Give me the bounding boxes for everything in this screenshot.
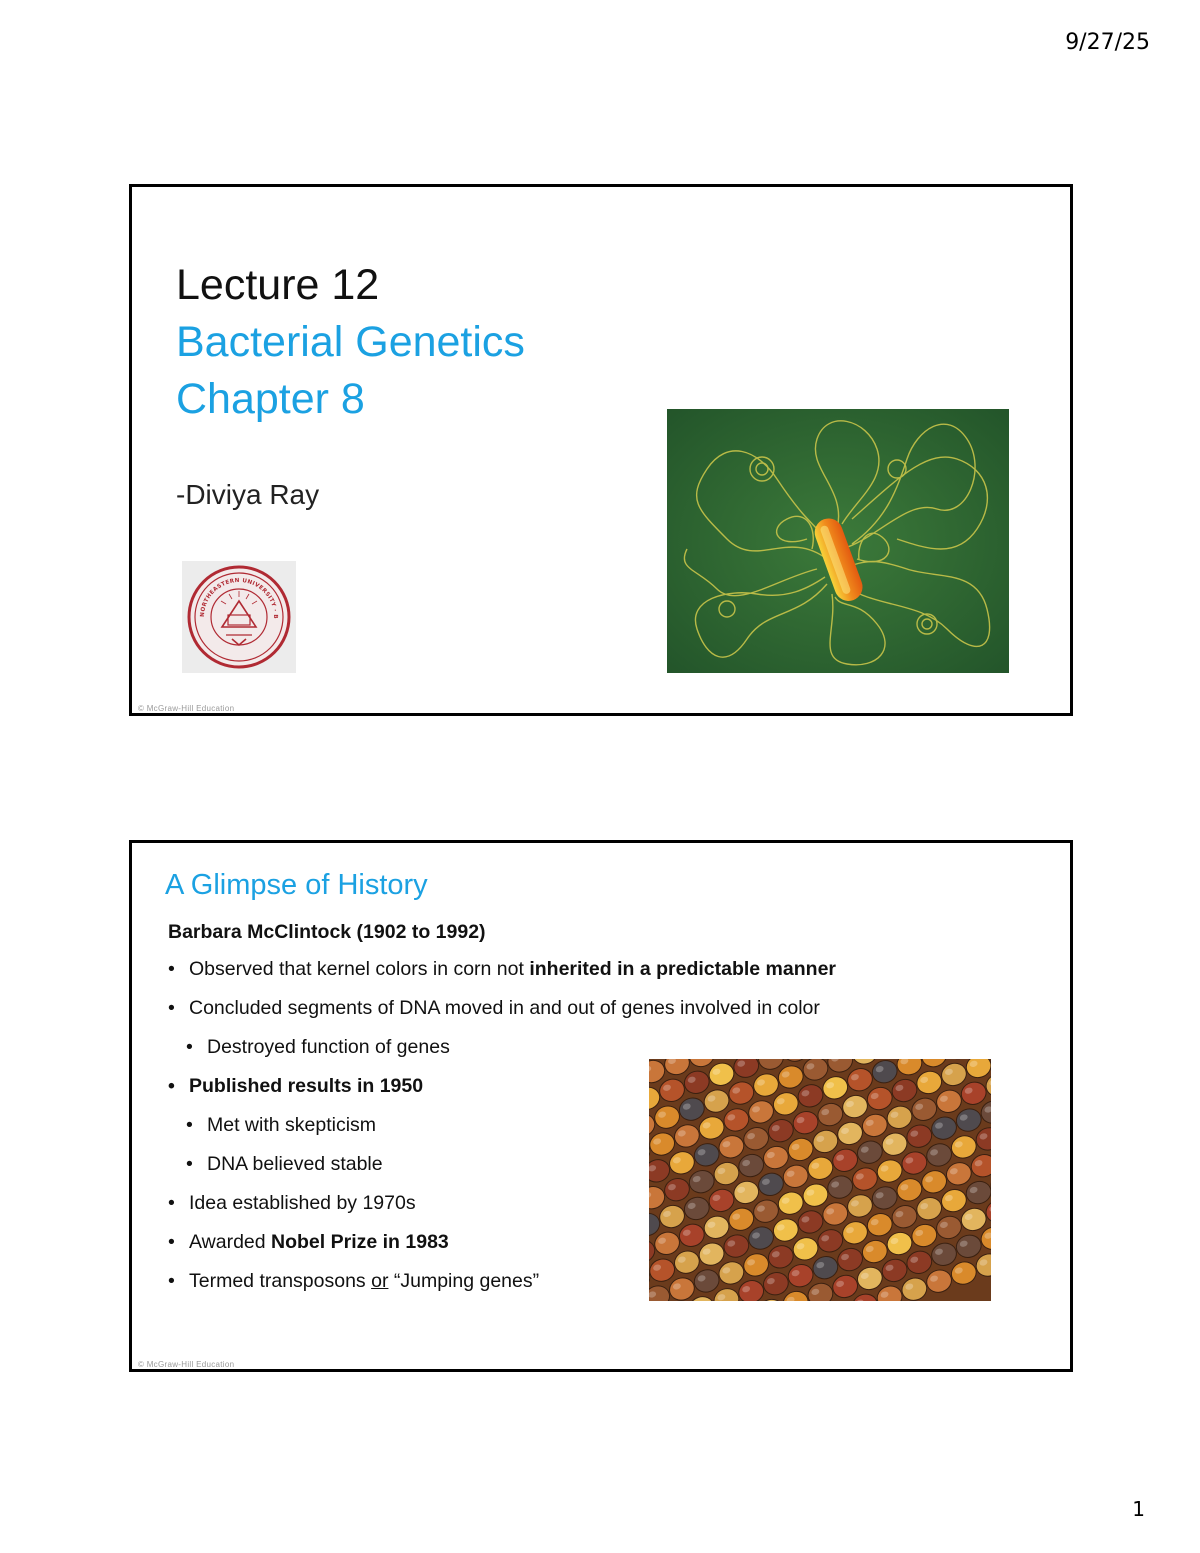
seal-text: NORTHEASTERN UNIVERSITY · B: [199, 577, 279, 620]
bacterium-image: [667, 409, 1009, 673]
sub-bullet-item: • Met with skepticism: [186, 1114, 836, 1153]
slide-1: [129, 184, 1073, 716]
slide-1-title-block: [176, 257, 525, 428]
slide-2-title: A Glimpse of History: [165, 869, 428, 901]
bullet-item: • Concluded segments of DNA moved in and out of genes involved in color: [168, 997, 836, 1036]
lecture-chapter: Chapter 8: [176, 375, 365, 423]
slide-2: [129, 840, 1073, 1372]
slide-2-copyright: © McGraw-Hill Education: [138, 1360, 235, 1369]
history-heading: Barbara McClintock (1902 to 1992): [168, 921, 486, 943]
lecture-title: Lecture 12: [176, 261, 380, 309]
corn-kernels-image: [649, 1059, 991, 1301]
bullet-item: • Idea established by 1970s: [168, 1192, 836, 1231]
page-number: 1: [1132, 1497, 1145, 1521]
lecture-author: -Diviya Ray: [176, 479, 320, 510]
bullet-item: • Published results in 1950: [168, 1075, 836, 1114]
sub-bullet-item: • DNA believed stable: [186, 1153, 836, 1192]
bullet-item: • Termed transposons or “Jumping genes”: [168, 1270, 836, 1309]
lecture-subject: Bacterial Genetics: [176, 318, 525, 366]
sub-bullet-item: • Destroyed function of genes: [186, 1036, 836, 1075]
bullet-item: • Awarded Nobel Prize in 1983: [168, 1231, 836, 1270]
slide-1-copyright: © McGraw-Hill Education: [138, 704, 235, 713]
page-date: 9/27/25: [1065, 30, 1150, 55]
university-seal-icon: [182, 561, 296, 673]
bullet-item: • Observed that kernel colors in corn not inherited in a predictable manner: [168, 958, 836, 997]
